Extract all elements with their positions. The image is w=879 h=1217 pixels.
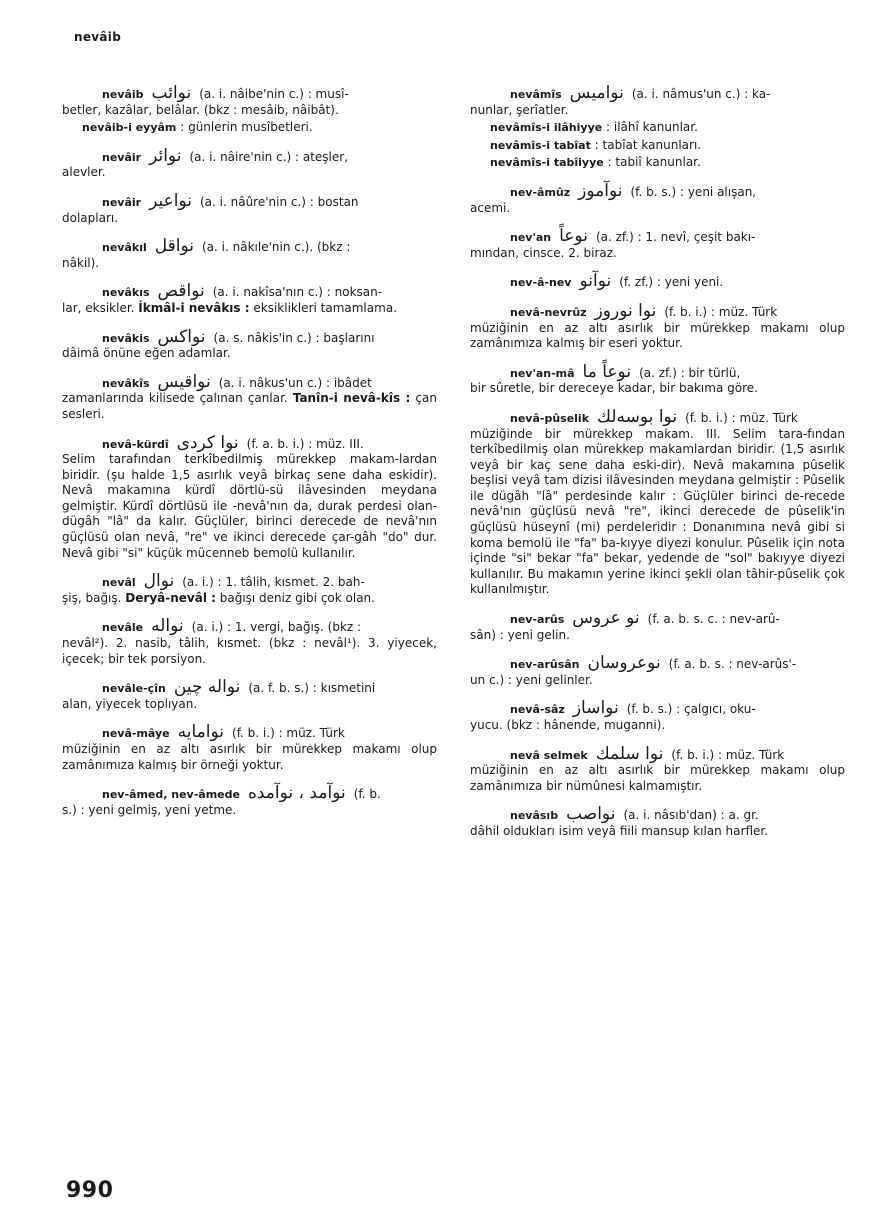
entry-grammar: (a. i. nâibe'nin c.) : musî- [199,87,349,101]
entry-headword: nev-arûsân [510,658,580,672]
entry-first-line [62,783,437,804]
dictionary-entry [62,281,437,316]
subentry-headword: nevâib-i eyyâm [82,121,177,135]
dictionary-entry [62,326,437,362]
entry-definition: zamanlarında kilisede çalınan çanlar. [62,391,288,406]
entry-headword: nevâsıb [510,809,559,823]
entry-grammar: (f. a. b. i.) : müz. III. [246,436,364,451]
entry-headword: nev'an-mâ [510,366,575,380]
entry-arabic-script: نوآنو [579,271,612,292]
page-number: 990 [66,1178,114,1203]
entry-headword: nev-â-nev [510,276,572,290]
entry-first-line [62,432,437,453]
entry-headword: nevâib [102,88,144,101]
entry-first-line [62,83,437,103]
entry-definition: müziğinin en az altı asırlık bir mürekkep makamı olup zamânımıza bir nümûnesi kalmamıştır. [470,763,845,793]
entry-arabic-script: نوائب [151,83,192,103]
entry-headword: nevâle-çîn [102,682,166,696]
entry-first-line [62,145,437,166]
entry-grammar: (a. zf.) : 1. nevî, çeşit bakı- [595,230,756,245]
entry-first-line [62,371,437,392]
entry-grammar: (f. zf.) : yeni yeni. [619,275,724,290]
entry-definition: müziğinde bir mürekkep makam. III. Selim tara-fından terkîbedilmiş olan mürekkep makamlardan biridir. (1,5 asırlık veyâ bir kaç sene daha eski-dir). Nevâ makamına pûselik beşlisi veyâ tam dizisi ilâvesinden meydana gelmiştir : Pûselik ile dügâh "lâ" perdesinde kalır : Güçlüler birinci de-recede nevâ'nın güçlüsü nevâ "re", ikinci derecede de pûselik'in güçlüsü hüseynî (mi) perdeleridir : Donanımına nevâ gibi si koma bemolü ile "fa" ba-kıyye diyezi konulur. Pûselik için nota içinde "si" bekar "fa" bekar, yedende de "sol" bakıyye diyezi kullanılır. Bu makamın yerine ikinci şekli olan tâhir-pûselik çok kullanılmıştır. [470,426,845,597]
entry-headword: nevâkis [102,331,150,345]
entry-headword: nevâ-sâz [510,703,565,717]
entry-grammar: (a. i. nakîsa'nın c.) : noksan- [212,285,383,300]
entry-arabic-script: نوال [143,571,175,592]
dictionary-entry [470,83,845,171]
dictionary-entry [62,677,437,712]
entry-compound: İkmâl-i nevâkıs : [138,300,250,315]
entry-grammar: (a. i. nâsıb'dan) : a. gr. [623,808,759,823]
dictionary-entry [62,83,437,136]
entry-arabic-script: نواقص [157,281,205,302]
entry-definition: acemi. [470,200,511,215]
entry-first-line [62,571,437,592]
entry-headword: nevâ-kürdî [102,437,169,451]
entry-first-line [470,804,845,825]
entry-compound: Deryâ-nevâl : [125,590,216,605]
entry-definition: yucu. (bkz : hânende, muganni). [470,718,666,732]
entry-first-line [470,83,845,103]
dictionary-entry [62,236,437,271]
entry-grammar: (f. b. i.) : müz. Türk [685,410,798,425]
entry-first-line [470,361,845,382]
entry-first-line [62,326,437,347]
entry-first-line [470,271,845,292]
entry-grammar: (a. i. nâûre'nin c.) : bostan [199,194,359,209]
entry-definition: dâhil oldukları isim veyâ fiili mansup kılan harfler. [470,823,769,838]
entry-compound-definition: bağışı deniz gibi çok olan. [219,590,375,605]
entry-first-line [62,236,437,257]
subentry-headword: nevâmîs-i tabîiyye [490,156,604,170]
entry-first-line [62,722,437,743]
entry-subentry [470,120,845,136]
entry-grammar: (f. b. s.) : yeni alışan, [630,184,757,199]
entry-arabic-script: نوعاً [559,226,588,247]
entry-arabic-script: نوا سلمك [595,743,664,764]
entry-arabic-script: نوعروسان [587,653,661,674]
entry-arabic-script: نواصب [566,804,616,825]
entry-definition: nevâl²). 2. nasib, tâlih, kısmet. (bkz : nevâl¹). 3. yiyecek, içecek; bir tek porsiyon. [62,636,437,666]
entry-first-line [470,698,845,719]
subentry-definition: : günlerin musîbetleri. [180,120,313,135]
entry-first-line [470,653,845,674]
entry-headword: nevâkıs [102,286,150,300]
dictionary-entry [62,145,437,181]
entry-definition: nâkil). [62,255,100,270]
subentry-definition: : tabîat kanunları. [594,137,702,152]
entry-grammar: (f. b. i.) : müz. Türk [664,304,778,319]
entry-arabic-script: نوا بوسه‌لك [597,406,678,427]
entry-arabic-script: نوامايه [177,722,225,743]
entry-arabic-script: نواقل [154,236,194,257]
dictionary-entry [470,804,845,839]
entry-headword: nevâir [102,150,142,164]
entry-grammar: (f. a. b. s. c. : nev-arû- [647,612,780,627]
entry-headword: nev'an [510,231,552,245]
entry-compound: Tanîn-i nevâ-kîs : [292,391,411,406]
entry-headword: nevâ-pûselik [510,411,590,425]
entry-definition: sân) : yeni gelin. [470,627,570,642]
entry-grammar: (a. zf.) : bir türlü, [639,365,741,380]
dictionary-entry [62,190,437,226]
dictionary-entry [62,432,437,562]
entry-headword: nev-âmed, nev-âmede [102,788,240,802]
dictionary-entry [470,300,845,352]
entry-arabic-script: نواكس [157,326,206,347]
entry-grammar: (a. s. nâkis'in c.) : başlarını [213,330,375,345]
entry-definition: müziğinin en az altı asırlık bir mürekkep makamı olup zamânımıza kalmış bir eseri yoktur. [470,320,845,351]
entry-definition: dâimâ önüne eğen adamlar. [62,346,231,361]
entry-arabic-script: نوآمد ، نوآمده [247,783,346,804]
entry-headword: nevâl [102,576,136,590]
dictionary-entry [470,698,845,733]
entry-grammar: (a. i.) : 1. tâlih, kısmet. 2. bah- [182,575,365,590]
entry-headword: nevâ-mâye [102,727,170,741]
running-head: nevâib [74,30,122,44]
entry-arabic-script: نواساز [572,698,619,719]
dictionary-entry [470,406,845,598]
entry-definition: lar, eksikler. İkmâl-i nevâkıs : eksiklikleri tamamlama. [62,300,397,315]
entry-definition: şiş, bağış. [62,590,122,605]
dictionary-entry [62,722,437,773]
entry-grammar: (f. b. s.) : çalgıcı, oku- [626,702,756,717]
subentry-definition: : tabiî kanunlar. [607,155,701,170]
dictionary-entry [470,653,845,688]
right-column [470,83,845,853]
entry-definition: dolapları. [62,210,119,225]
dictionary-entry [470,226,845,261]
entry-first-line [470,180,845,201]
entry-arabic-script: نوا نوروز [594,300,657,321]
entry-headword: nevâkıl [102,241,147,255]
entry-arabic-script: نوا كردى [176,432,239,453]
subentry-definition: : ilâhî kanunlar. [606,120,698,135]
entry-first-line [62,677,437,698]
entry-definition: bir sûretle, bir dereceye kadar, bir bakıma göre. [470,381,758,396]
entry-grammar: (f. b. i.) : müz. Türk [232,726,345,741]
entry-subentry [470,155,845,171]
entry-grammar: (f. a. b. s. : nev-arûs'- [668,657,797,672]
entry-definition: Selim tarafından terkîbedilmiş mürekkep makam-lardan biridir. (şu halde 1,5 asırlık veyâ birkaç sene daha eskidir). Nevâ makamına kürdî dörtlü-sü ilâvesinden meydana gelmiştir. Kürdî dörtlüsü ile -nevâ'nın da, durak perdesi olan- dügâh "lâ" da kalır. Güçlüler, birinci derecede de nevâ'nın güçlüsü olan nevâ, "re" ve ikinci derecede çar-gâh "do" dur. Nevâ gibi "si" küçük mücenneb bemolü kullanılır. [62,452,437,560]
subentry-headword: nevâmîs-i tabîat [490,138,591,152]
entry-headword: nevâir [102,195,142,209]
entry-definition: nunlar, şerîatler. [470,102,569,117]
entry-grammar: (a. i. nâmus'un c.) : ka- [631,87,771,101]
left-column [62,83,437,831]
entry-headword: nevâmîs [510,88,562,101]
entry-first-line [470,406,845,427]
entry-arabic-script: نوعاً ما [582,361,632,382]
entry-grammar: (a. i. nâkıle'nin c.). (bkz : [202,240,351,255]
entry-grammar: (a. i. nâire'nin c.) : ateşler, [189,149,349,164]
entry-arabic-script: نواقيس [157,371,211,392]
dictionary-entry [470,743,845,795]
entry-arabic-script: نوآموز [578,180,623,201]
entry-subentry [62,120,437,136]
entry-headword: nevâkîs [102,376,150,390]
entry-definition: alevler. [62,165,106,180]
entry-grammar: (a. i. nâkus'un c.) : ibâdet [218,375,372,390]
entry-definition: betler, kazâlar, belâlar. (bkz : mesâib, nâibât). [62,102,339,117]
entry-arabic-script: نواعير [149,190,192,211]
entry-arabic-script: نواميس [569,83,624,103]
entry-grammar: (f. b. i.) : müz. Türk [671,747,785,762]
entry-definition: alan, yiyecek toplıyan. [62,696,198,711]
dictionary-entry [470,180,845,216]
entry-arabic-script: نواله چين [173,677,241,698]
entry-definition: müziğinin en az altı asırlık bir mürekkep makamı olup zamânımıza kalmış bir örneği yoktur. [62,742,437,772]
entry-definition: mından, cinsce. 2. biraz. [470,245,617,260]
entry-first-line [62,281,437,302]
entry-headword: nevâ selmek [510,748,588,762]
entry-definition: un c.) : yeni gelinler. [470,672,593,687]
entry-first-line [62,190,437,211]
entry-arabic-script: نو عروس [572,608,640,629]
subentry-headword: nevâmîs-i ilâhiyye [490,121,603,135]
dictionary-entry [470,608,845,643]
dictionary-entry [62,571,437,606]
entry-headword: nevâle [102,621,144,635]
entry-arabic-script: نواله [151,616,184,637]
entry-grammar: (f. b. [353,787,381,802]
entry-compound-definition: çan sesleri. [62,391,437,421]
dictionary-entry [62,616,437,667]
entry-first-line [470,300,845,321]
entry-definition: s.) : yeni gelmiş, yeni yetme. [62,802,237,817]
entry-headword: nev-arûs [510,613,565,627]
entry-first-line [470,608,845,629]
dictionary-entry [62,371,437,423]
entry-headword: nev-âmûz [510,185,571,199]
entry-first-line [470,743,845,764]
entry-grammar: (a. i.) : 1. vergi, bağış. (bkz : [191,620,362,635]
entry-first-line [62,616,437,637]
entry-first-line [470,226,845,247]
dictionary-entry [470,271,845,292]
dictionary-entry [470,361,845,397]
dictionary-entry [62,783,437,818]
entry-grammar: (a. f. b. s.) : kısmetini [248,681,376,696]
entry-arabic-script: نوائر [149,145,182,166]
entry-headword: nevâ-nevrûz [510,305,587,319]
entry-subentry [470,138,845,154]
